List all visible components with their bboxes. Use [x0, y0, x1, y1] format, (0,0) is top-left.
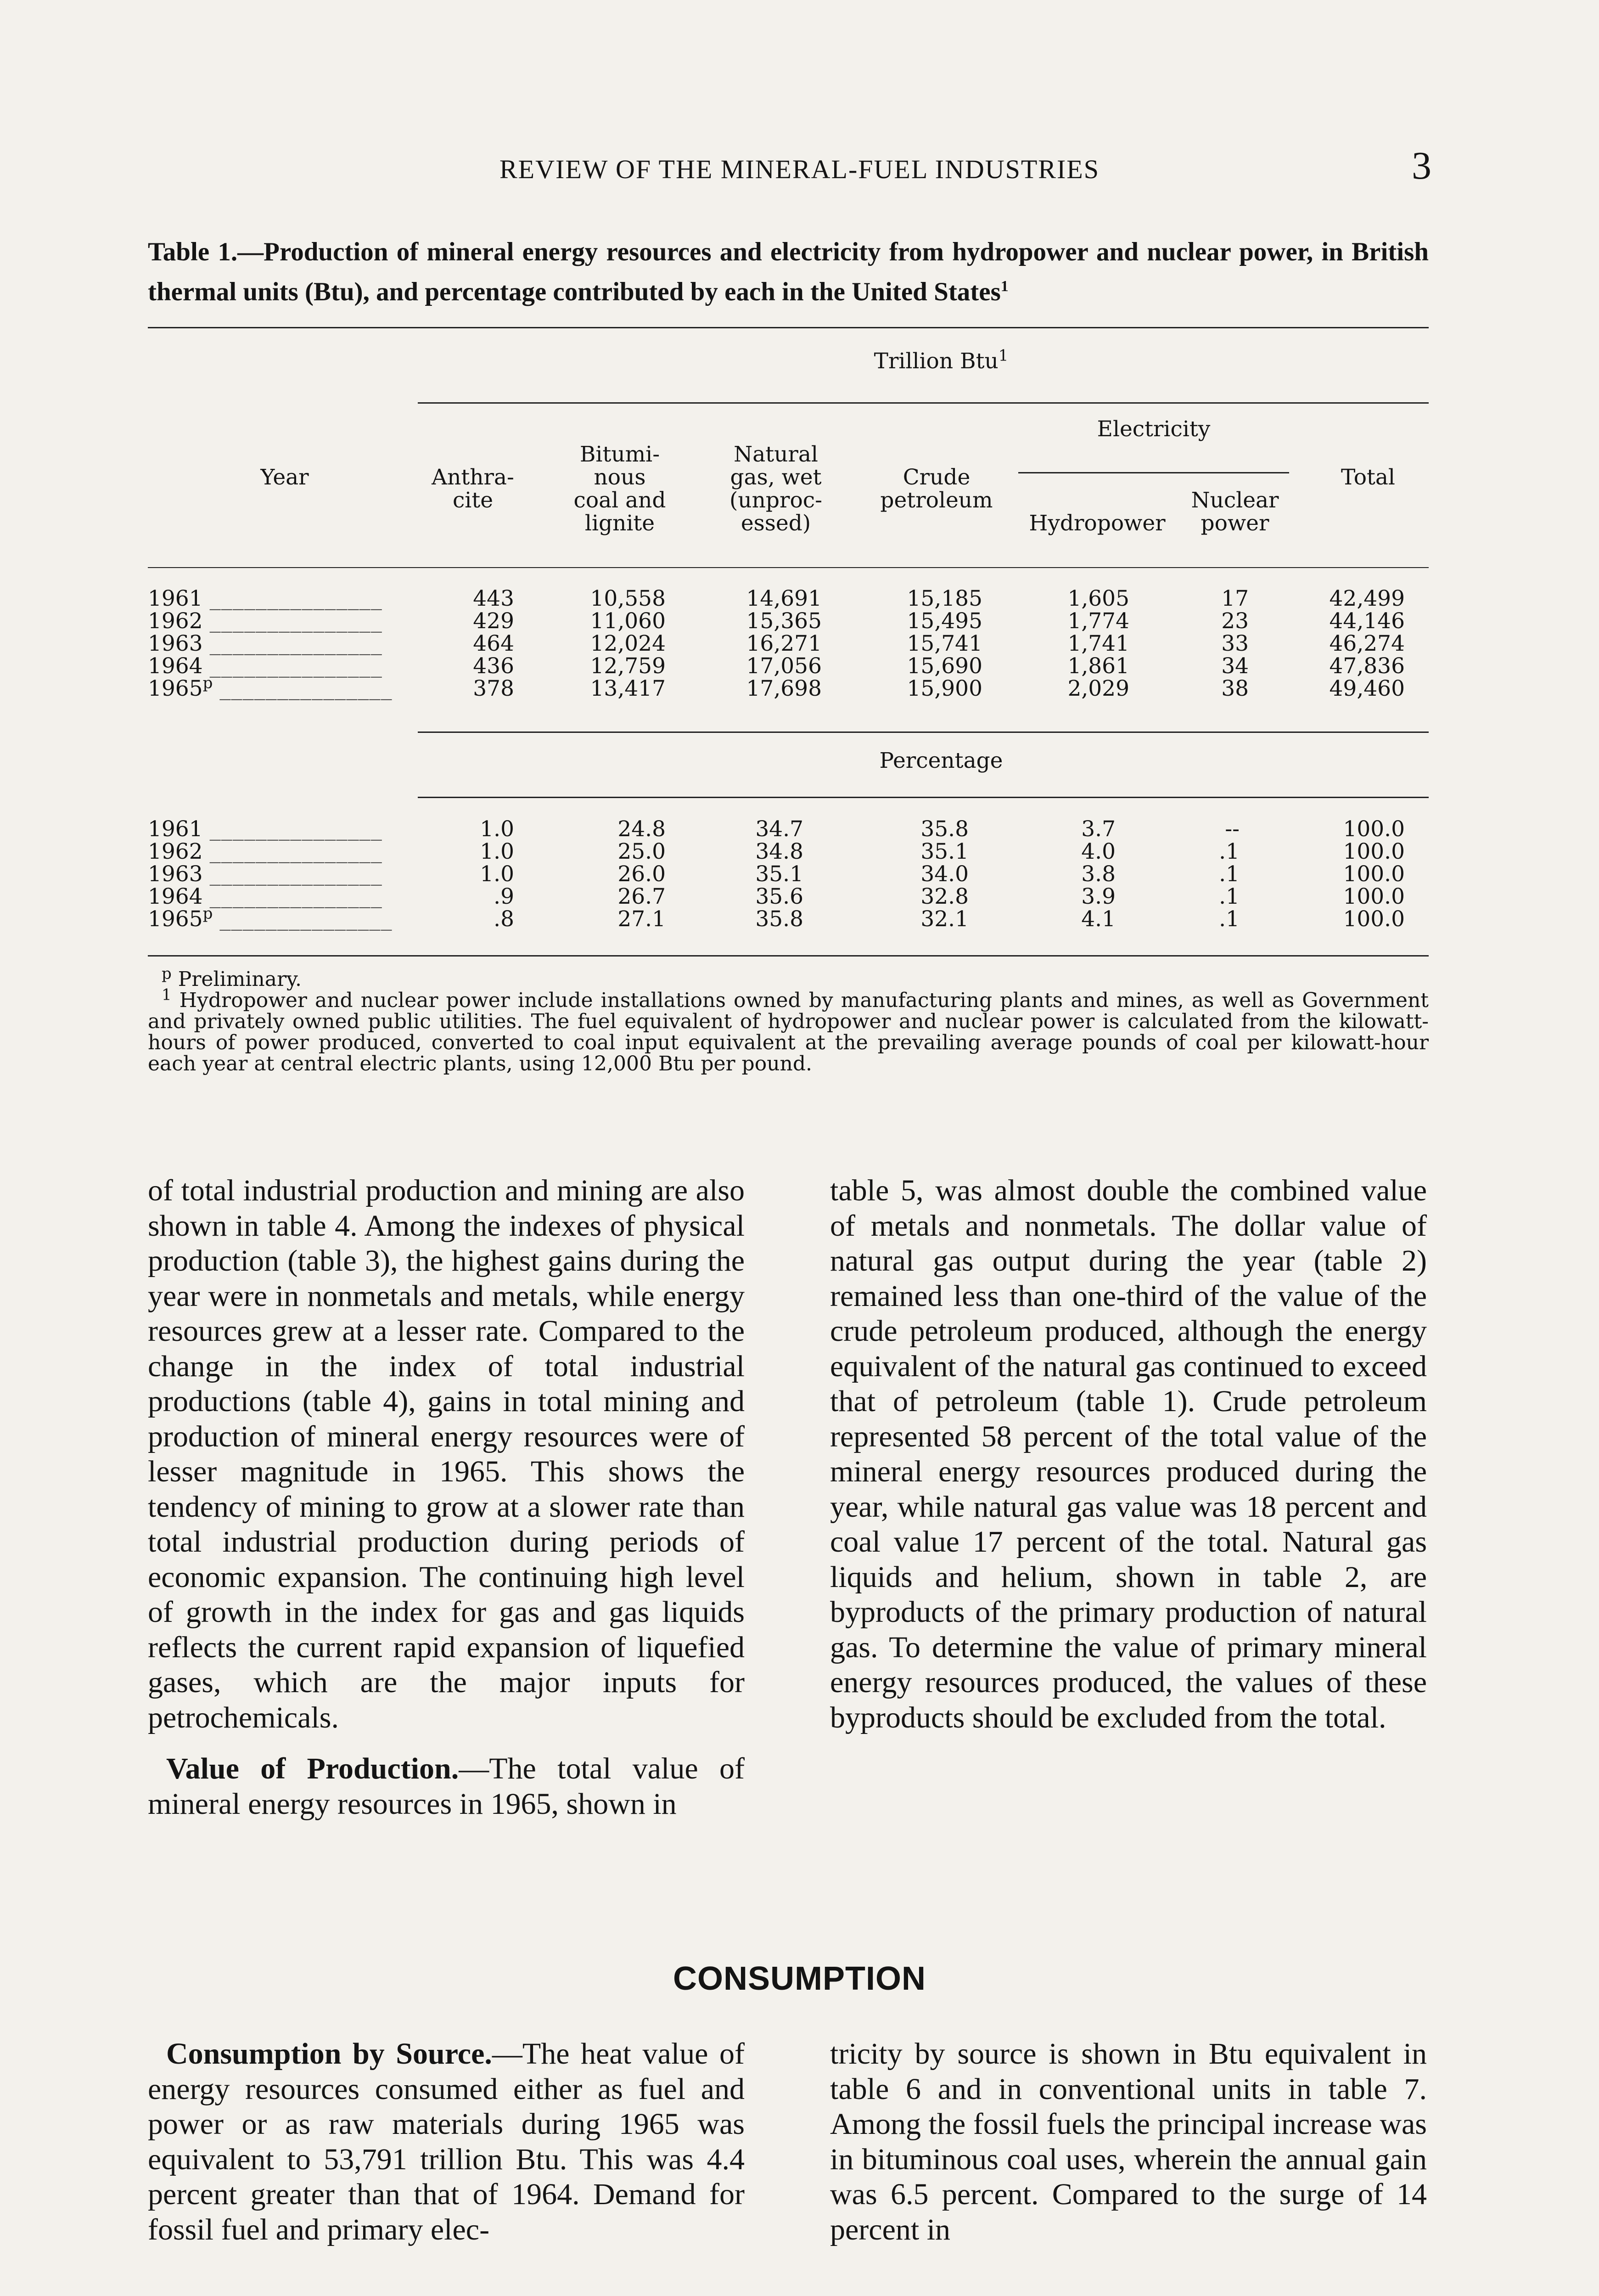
col-anthracite-1: Anthra-	[432, 465, 514, 490]
body-paragraph: tricity by source is shown in Btu equivalent in table 6 and in conventional units in table 7. Among the fossil fuels the principal increase was in bituminous coal uses, wherein the annual gain was 6.5 percent. Compared to the surge of 14 percent in	[830, 2037, 1427, 2246]
bituminous-cell: 26.0	[617, 861, 666, 887]
gas-cell: 35.1	[755, 861, 803, 887]
table-caption	[148, 232, 1429, 312]
gas-cell: 34.7	[755, 816, 803, 842]
nuclear-cell: .1	[1219, 884, 1240, 909]
hydro-cell: 1,861	[1067, 653, 1129, 679]
gas-cell: 17,698	[746, 676, 822, 701]
hydro-cell: 1,741	[1067, 631, 1129, 656]
year-cell: 1963 _______________	[148, 861, 382, 887]
bituminous-cell: 12,759	[590, 653, 666, 679]
percentage-header: Percentage	[879, 748, 1003, 773]
col-crude-1: Crude	[903, 465, 971, 490]
bituminous-cell: 24.8	[617, 816, 666, 842]
percentage-top-rule	[418, 732, 1429, 733]
total-cell: 49,460	[1329, 676, 1405, 701]
hydro-cell: 4.0	[1081, 839, 1116, 864]
crude-cell: 15,741	[907, 631, 982, 656]
unit-header-rule	[418, 402, 1429, 404]
consumption-column-right	[830, 2037, 1427, 2247]
total-cell: 100.0	[1343, 906, 1405, 932]
nuclear-cell: .1	[1219, 839, 1240, 864]
nuclear-cell: .1	[1219, 861, 1240, 887]
col-gas-3: (unproc-	[729, 488, 822, 513]
caption-note-mark: 1	[1000, 278, 1009, 295]
anthracite-cell: 1.0	[480, 816, 514, 842]
bituminous-cell: 12,024	[590, 631, 666, 656]
hydro-cell: 1,605	[1067, 586, 1129, 611]
total-cell: 100.0	[1343, 816, 1405, 842]
electricity-rule	[1018, 472, 1289, 473]
col-gas-1: Natural	[734, 442, 818, 467]
gas-cell: 35.8	[755, 906, 803, 932]
anthracite-cell: 1.0	[480, 861, 514, 887]
table-footnotes	[148, 964, 1429, 1075]
gas-cell: 35.6	[755, 884, 803, 909]
percentage-bottom-rule	[418, 797, 1429, 798]
crude-cell: 35.1	[920, 839, 969, 864]
gas-cell: 17,056	[746, 653, 822, 679]
page-number: 3	[1412, 143, 1431, 187]
bituminous-cell: 26.7	[617, 884, 666, 909]
year-cell: 1961 _______________	[148, 586, 382, 611]
year-cell: 1963 _______________	[148, 631, 382, 656]
header-bottom-rule	[148, 567, 1429, 568]
year-cell: 1961 _______________	[148, 816, 382, 842]
col-total: Total	[1341, 465, 1395, 490]
nuclear-cell: --	[1225, 816, 1240, 842]
anthracite-cell: 429	[473, 608, 514, 634]
gas-cell: 15,365	[746, 608, 822, 634]
gas-cell: 14,691	[746, 586, 822, 611]
col-hydropower: Hydropower	[1029, 511, 1166, 536]
crude-cell: 32.8	[920, 884, 969, 909]
anthracite-cell: 443	[473, 586, 514, 611]
anthracite-cell: .9	[494, 884, 514, 909]
col-gas-4: essed)	[741, 511, 811, 536]
run-in-heading: Value of Production.	[166, 1752, 459, 1785]
year-cell: 1965$^p$ _______________	[148, 674, 393, 701]
year-cell: 1962 _______________	[148, 839, 382, 864]
hydro-cell: 2,029	[1067, 676, 1129, 701]
section-heading: CONSUMPTION	[673, 1960, 926, 1997]
bituminous-cell: 27.1	[617, 906, 666, 932]
table-bottom-rule	[148, 955, 1429, 957]
col-gas-2: gas, wet	[730, 465, 822, 490]
crude-cell: 15,495	[907, 608, 982, 634]
total-cell: 100.0	[1343, 861, 1405, 887]
col-crude-2: petroleum	[880, 488, 993, 513]
nuclear-cell: 23	[1221, 608, 1249, 634]
year-cell: 1964 _______________	[148, 653, 382, 679]
body-paragraph: Consumption by Source.—The heat value of energy resources consumed either as fuel and power or as raw materials during 1965 was equivalent to 53,791 trillion Btu. This was 4.4 percent greater than that of 1964. Demand for fossil fuel and primary elec-	[148, 2037, 745, 2246]
total-cell: 100.0	[1343, 884, 1405, 909]
body-paragraph: of total industrial production and mining are also shown in table 4. Among the indexes of physical production (table 3), the highest gains during the year were in nonmetals and metals, while energy resources grew at a lesser rate. Compared to the change in the index of total industrial productions (table 4), gains in total mining and production of mineral energy resources were of lesser magnitude in 1965. This shows the tendency of mining to grow at a slower rate than total industrial production during periods of economic expansion. The continuing high level of growth in the index for gas and gas liquids reflects the current rapid expansion of liquefied gases, which are the major inputs for petrochemicals.	[148, 1174, 745, 1734]
bituminous-cell: 13,417	[590, 676, 666, 701]
col-anthracite-2: cite	[452, 488, 494, 513]
crude-cell: 15,185	[907, 586, 982, 611]
anthracite-cell: .8	[494, 906, 514, 932]
table-top-rule	[148, 327, 1429, 328]
gas-cell: 34.8	[755, 839, 803, 864]
crude-cell: 35.8	[920, 816, 969, 842]
nuclear-cell: 38	[1221, 676, 1249, 701]
total-cell: 47,836	[1329, 653, 1405, 679]
caption-text: Table 1.—Production of mineral energy resources and electricity from hydropower and nuclear power, in British thermal units (Btu), and percentage contributed by each in the United States	[148, 237, 1429, 306]
year-cell: 1962 _______________	[148, 608, 382, 634]
hydro-cell: 1,774	[1067, 608, 1129, 634]
nuclear-cell: .1	[1219, 906, 1240, 932]
running-head: REVIEW OF THE MINERAL-FUEL INDUSTRIES	[499, 154, 1100, 184]
col-bituminous-2: nous	[594, 465, 646, 490]
unit-header: Trillion Btu$^1$	[874, 346, 1009, 374]
bituminous-cell: 11,060	[590, 608, 666, 634]
crude-cell: 34.0	[920, 861, 969, 887]
crude-cell: 15,900	[907, 676, 982, 701]
hydro-cell: 4.1	[1081, 906, 1116, 932]
col-nuclear-2: power	[1201, 511, 1269, 536]
nuclear-cell: 33	[1221, 631, 1249, 656]
hydro-cell: 3.7	[1081, 816, 1116, 842]
bituminous-cell: 10,558	[590, 586, 666, 611]
total-cell: 42,499	[1329, 586, 1405, 611]
col-electricity: Electricity	[1097, 416, 1211, 442]
nuclear-cell: 17	[1221, 586, 1249, 611]
hydro-cell: 3.9	[1081, 884, 1116, 909]
total-cell: 44,146	[1329, 608, 1405, 634]
year-cell: 1964 _______________	[148, 884, 382, 909]
crude-cell: 15,690	[907, 653, 982, 679]
total-cell: 46,274	[1329, 631, 1405, 656]
anthracite-cell: 378	[473, 676, 514, 701]
footnote-preliminary: $^p$ Preliminary.	[162, 964, 302, 991]
col-bituminous-4: lignite	[584, 511, 655, 536]
anthracite-cell: 1.0	[480, 839, 514, 864]
body-column-left	[148, 1173, 745, 1822]
col-bituminous-3: coal and	[573, 488, 666, 513]
col-year: Year	[260, 465, 309, 490]
col-bituminous-1: Bitumi-	[579, 442, 660, 467]
total-cell: 100.0	[1343, 839, 1405, 864]
consumption-column-left	[148, 2037, 745, 2247]
year-cell: 1965$^p$ _______________	[148, 904, 393, 932]
nuclear-cell: 34	[1221, 653, 1249, 679]
run-in-heading: Consumption by Source.	[166, 2037, 492, 2071]
body-paragraph: table 5, was almost double the combined value of metals and nonmetals. The dollar value of natural gas output during the year (table 2) remained less than one-third of the value of the crude petroleum produced, although the energy equivalent of the natural gas continued to exceed that of petroleum (table 1). Crude petroleum represented 58 percent of the total value of the mineral energy resources produced during the year, while natural gas value was 18 percent and coal value 17 percent of the total. Natural gas liquids and helium, shown in table 2, are byproducts of the primary production of natural gas. To determine the value of primary mineral energy resources produced, the values of these byproducts should be excluded from the total.	[830, 1174, 1427, 1734]
footnote-1: $^1$ Hydropower and nuclear power include installations owned by manufacturing plants and mines, as well as Government and privately owned public utilities. The fuel equivalent of hydropower and nuclear power is calculated from the kilowatt-hours of power produced, converted to coal input equivalent at the prevailing average pounds of coal per kilowatt-hour each year at central electric plants, using 12,000 Btu per pound.	[148, 985, 1429, 1075]
anthracite-cell: 464	[473, 631, 514, 656]
hydro-cell: 3.8	[1081, 861, 1116, 887]
col-nuclear-1: Nuclear	[1191, 488, 1279, 513]
anthracite-cell: 436	[473, 653, 514, 679]
body-column-right	[830, 1173, 1427, 1735]
body-paragraph: Value of Production.—The total value of mineral energy resources in 1965, shown in	[148, 1752, 745, 1821]
gas-cell: 16,271	[746, 631, 822, 656]
bituminous-cell: 25.0	[617, 839, 666, 864]
crude-cell: 32.1	[920, 906, 969, 932]
